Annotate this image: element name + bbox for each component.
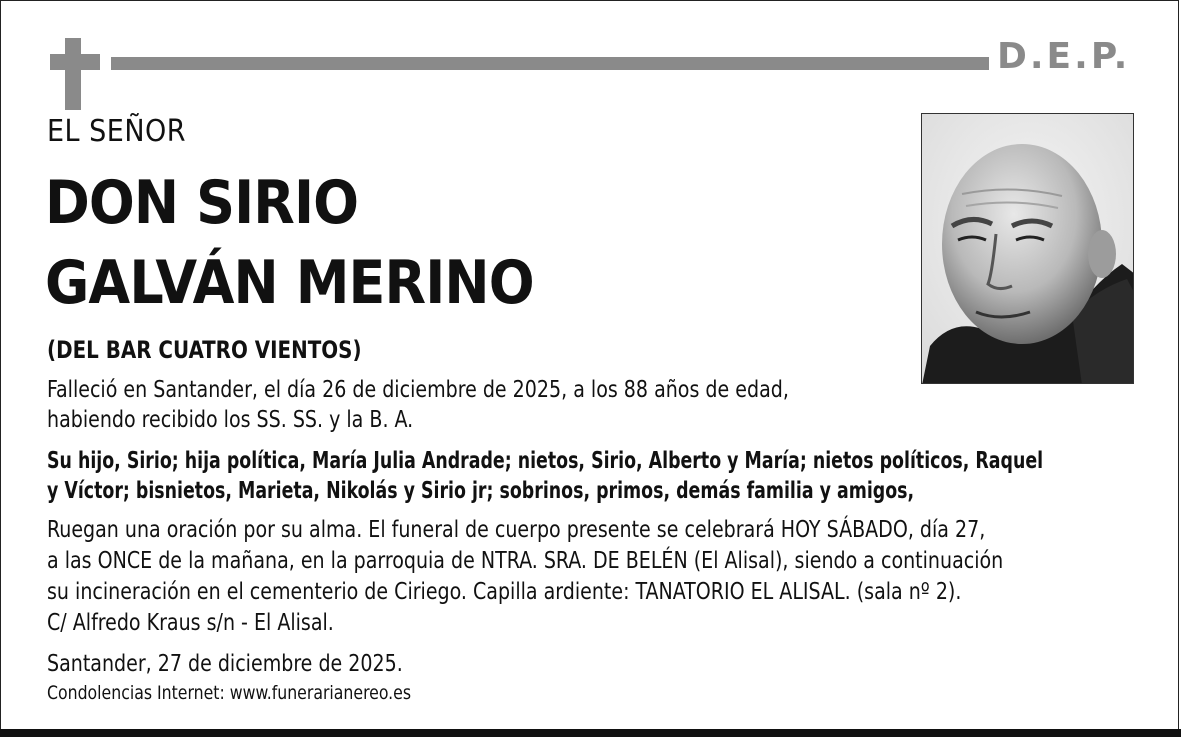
condolences-link: Condolencias Internet: www.funerarianereo.es bbox=[47, 682, 412, 704]
honorific: EL SEÑOR bbox=[47, 114, 187, 149]
bottom-rule bbox=[0, 729, 1181, 737]
service-line: a las ONCE de la mañana, en la parroquia de NTRA. SRA. DE BELÉN (El Alisal), siendo a continuación bbox=[47, 548, 1004, 574]
cross-icon bbox=[65, 38, 81, 110]
subtitle: (DEL BAR CUATRO VIENTOS) bbox=[47, 336, 362, 364]
deceased-name-line1: DON SIRIO bbox=[45, 168, 359, 238]
service-line: su incineración en el cementerio de Ciriego. Capilla ardiente: TANATORIO EL ALISAL. (sala nº 2). bbox=[47, 579, 962, 605]
dep-label: D.E.P. bbox=[997, 36, 1131, 77]
death-notice-line: Falleció en Santander, el día 26 de diciembre de 2025, a los 88 años de edad, bbox=[47, 377, 789, 403]
family-line: Su hijo, Sirio; hija política, María Julia Andrade; nietos, Sirio, Alberto y María; nietos políticos, Raquel bbox=[47, 448, 1044, 474]
service-line: C/ Alfredo Kraus s/n - El Alisal. bbox=[47, 610, 334, 636]
portrait-image bbox=[922, 114, 1134, 384]
deceased-name-line2: GALVÁN MERINO bbox=[45, 248, 534, 318]
family-line: y Víctor; bisnietos, Marieta, Nikolás y Sirio jr; sobrinos, primos, demás familia y amigos, bbox=[47, 478, 915, 504]
death-notice-line: habiendo recibido los SS. SS. y la B. A. bbox=[47, 407, 414, 433]
service-line: Ruegan una oración por su alma. El funeral de cuerpo presente se celebrará HOY SÁBADO, día 27, bbox=[47, 517, 986, 543]
place-date: Santander, 27 de diciembre de 2025. bbox=[47, 651, 403, 677]
portrait-photo bbox=[921, 113, 1134, 384]
header-rule bbox=[111, 57, 989, 70]
cross-icon-bar bbox=[50, 54, 100, 70]
